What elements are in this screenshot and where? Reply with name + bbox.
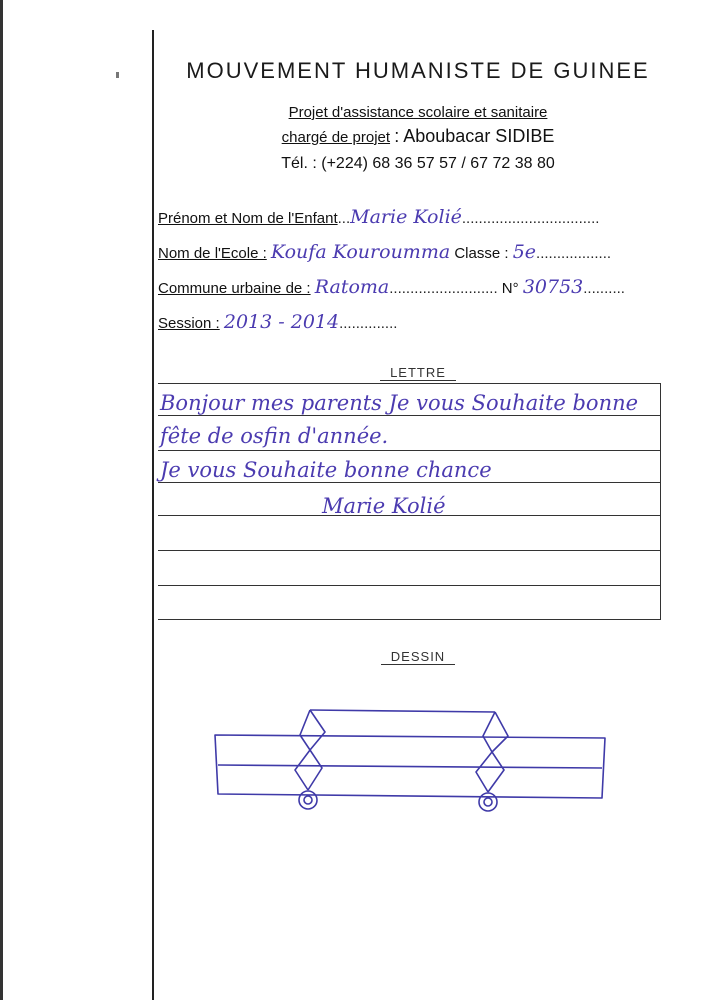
letter-line <box>158 383 660 384</box>
commune-label: Commune urbaine de : <box>158 280 311 297</box>
drawing-left-hub <box>304 796 312 804</box>
drawing-title: DESSIN <box>158 649 678 664</box>
session-label: Session : <box>158 315 220 332</box>
letter-line <box>158 482 660 483</box>
drawing-right-hub <box>484 798 492 806</box>
school-field: Nom de l'Ecole : Koufa Kouroumma Classe : 5e.................. <box>158 241 612 263</box>
letter-text-line-3: Je vous Souhaite bonne chance <box>160 458 492 482</box>
scan-speck <box>116 72 119 78</box>
drawing-middle-line <box>218 765 602 768</box>
letter-line <box>158 585 660 586</box>
school-label: Nom de l'Ecole : <box>158 245 267 262</box>
project-manager <box>158 126 678 147</box>
letter-signature: Marie Kolié <box>322 494 446 518</box>
letter-line <box>158 450 660 451</box>
project-title: Projet d'assistance scolaire et sanitaire <box>288 104 548 121</box>
commune-value: Ratoma <box>314 276 390 298</box>
child-name-field: Prénom et Nom de l'Enfant...Marie Kolié................................. <box>158 206 600 228</box>
number-label: N° <box>501 280 519 297</box>
manager-name: : Aboubacar SIDIBE <box>394 126 555 146</box>
child-drawing <box>200 690 620 840</box>
phone-numbers: Tél. : (+224) 68 36 57 57 / 67 72 38 80 <box>281 155 555 172</box>
drawing-top-bar <box>310 710 495 712</box>
session-value: 2013 - 2014 <box>223 311 340 333</box>
letter-box-edge <box>660 383 661 620</box>
drawing-right-wheel <box>479 793 497 811</box>
letter-title: LETTRE <box>158 365 678 380</box>
class-value: 5e <box>512 241 537 263</box>
number-value: 30753 <box>522 276 584 298</box>
page-edge <box>0 0 3 1000</box>
drawing-left-wheel <box>299 791 317 809</box>
manager-label: chargé de projet <box>281 129 391 146</box>
letter-text-line-2: fête de osfin d'année. <box>160 424 389 448</box>
organization-title: MOUVEMENT HUMANISTE DE GUINEE <box>186 58 650 78</box>
class-label: Classe : <box>454 245 509 262</box>
commune-field: Commune urbaine de : Ratoma.......................... N° 30753.......... <box>158 276 625 298</box>
school-value: Koufa Kouroumma <box>270 241 451 263</box>
letter-line <box>158 415 660 416</box>
drawing-right-frame <box>476 712 508 792</box>
letter-text-line-1: Bonjour mes parents Je vous Souhaite bonne <box>160 391 639 415</box>
margin-line <box>152 30 154 1000</box>
child-name-value: Marie Kolié <box>350 206 462 228</box>
drawing-left-frame <box>295 710 325 790</box>
letter-line <box>158 619 660 620</box>
session-field: Session : 2013 - 2014.............. <box>158 311 398 333</box>
child-name-label: Prénom et Nom de l'Enfant <box>158 210 338 227</box>
letter-line <box>158 550 660 551</box>
